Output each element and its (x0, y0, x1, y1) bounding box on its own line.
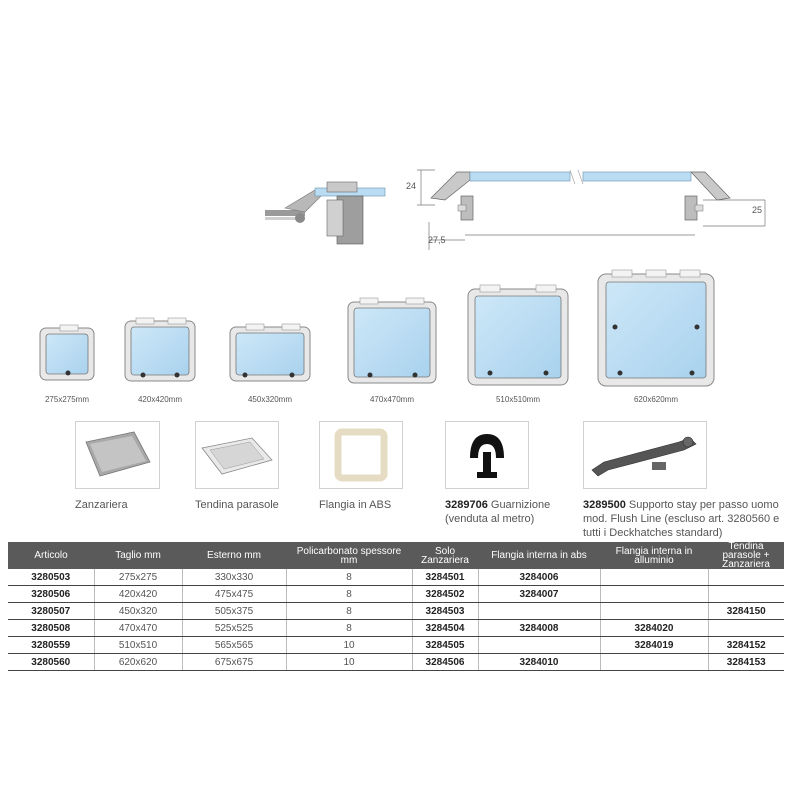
cell-spessore: 8 (286, 586, 412, 603)
tendina-image (195, 421, 279, 489)
cell-articolo: 3280508 (8, 620, 94, 637)
flangia-label: Flangia in ABS (319, 499, 392, 511)
cell-flangia-abs: 3284007 (478, 586, 600, 603)
cell-flangia-abs: 3284010 (478, 654, 600, 671)
guarnizione-code: 3289706 (445, 499, 488, 511)
hatch-label-510: 510x510mm (495, 395, 541, 404)
cell-flangia-alluminio (600, 569, 708, 586)
table-row (8, 603, 784, 620)
cell-spessore: 10 (286, 654, 412, 671)
hatch-420 (125, 318, 195, 381)
cell-taglio: 510x510 (94, 637, 182, 654)
cell-tendina (708, 569, 784, 586)
zanzariera-label: Zanzariera (75, 499, 128, 511)
col-tendina-zanzariera: Tendina parasole + Zanzariera (708, 542, 784, 569)
cell-flangia-alluminio (600, 586, 708, 603)
cell-flangia-alluminio (600, 603, 708, 620)
guarnizione-image (445, 421, 529, 489)
hatch-275 (40, 325, 94, 380)
frame-profile-right (685, 172, 730, 220)
cell-flangia-abs (478, 603, 600, 620)
guarnizione-note: (venduta al metro) (445, 513, 535, 525)
table-header-row (8, 542, 784, 569)
dim-height-label: 24 (406, 181, 417, 191)
hatch-470 (348, 298, 436, 383)
supporto-label (583, 499, 793, 511)
hatch-label-620: 620x620mm (633, 395, 679, 404)
hatch-label-450x320: 450x320mm (247, 395, 293, 404)
cell-tendina: 3284150 (708, 603, 784, 620)
hatch-510 (468, 285, 568, 385)
cell-esterno: 675x675 (182, 654, 286, 671)
cell-taglio: 275x275 (94, 569, 182, 586)
table-row (8, 569, 784, 586)
cell-articolo: 3280560 (8, 654, 94, 671)
cell-zanzariera: 3284501 (412, 569, 478, 586)
cell-tendina: 3284153 (708, 654, 784, 671)
table-row (8, 586, 784, 603)
cell-esterno: 565x565 (182, 637, 286, 654)
profile-section-drawing (265, 160, 785, 255)
cell-spessore: 8 (286, 569, 412, 586)
hatch-label-275: 275x275mm (44, 395, 90, 404)
guarnizione-text: Guarnizione (487, 499, 551, 511)
cell-esterno: 505x375 (182, 603, 286, 620)
cell-flangia-alluminio: 3284019 (600, 637, 708, 654)
supporto-image (583, 421, 707, 489)
cell-spessore: 10 (286, 637, 412, 654)
hatch-620 (598, 270, 714, 386)
table-row (8, 637, 784, 654)
cell-articolo: 3280559 (8, 637, 94, 654)
supporto-code: 3289500 (583, 499, 626, 511)
dim-frame-label: 25 (752, 205, 763, 215)
cell-zanzariera: 3284502 (412, 586, 478, 603)
cell-articolo: 3280507 (8, 603, 94, 620)
cell-flangia-abs: 3284008 (478, 620, 600, 637)
col-solo-zanzariera: Solo Zanzariera (412, 542, 478, 569)
col-articolo: Articolo (8, 542, 94, 569)
cell-zanzariera: 3284506 (412, 654, 478, 671)
cell-tendina: 3284152 (708, 637, 784, 654)
cell-flangia-abs: 3284006 (478, 569, 600, 586)
cell-tendina (708, 620, 784, 637)
cell-zanzariera: 3284504 (412, 620, 478, 637)
cell-spessore: 8 (286, 620, 412, 637)
guarnizione-label (445, 499, 550, 511)
col-flangia-alluminio: Flangia interna in alluminio (600, 542, 708, 569)
hatch-label-420: 420x420mm (137, 395, 183, 404)
supporto-line2: mod. Flush Line (escluso art. 3280560 e (583, 513, 780, 525)
cell-flangia-alluminio (600, 654, 708, 671)
flangia-image (319, 421, 403, 489)
cell-esterno: 330x330 (182, 569, 286, 586)
cell-flangia-abs (478, 637, 600, 654)
spec-table (8, 542, 784, 671)
cell-zanzariera: 3284505 (412, 637, 478, 654)
supporto-line3: tutti i Deckhatches standard) (583, 527, 723, 539)
cell-zanzariera: 3284503 (412, 603, 478, 620)
cell-articolo: 3280503 (8, 569, 94, 586)
table-row (8, 620, 784, 637)
hinge-detail (265, 182, 385, 244)
cell-spessore: 8 (286, 603, 412, 620)
col-policarbonato: Policarbonato spessore mm (286, 542, 412, 569)
table-row (8, 654, 784, 671)
hatches-row (0, 265, 800, 390)
hatch-label-470: 470x470mm (369, 395, 415, 404)
col-flangia-abs: Flangia interna in abs (478, 542, 600, 569)
cell-taglio: 470x470 (94, 620, 182, 637)
tendina-label: Tendina parasole (195, 499, 279, 511)
dim-width-label: 27,5 (428, 235, 446, 245)
cell-esterno: 475x475 (182, 586, 286, 603)
supporto-line1: Supporto stay per passo uomo (625, 499, 779, 511)
cell-taglio: 620x620 (94, 654, 182, 671)
col-taglio: Taglio mm (94, 542, 182, 569)
hatch-450x320 (230, 324, 310, 381)
cell-taglio: 450x320 (94, 603, 182, 620)
cell-tendina (708, 586, 784, 603)
col-esterno: Esterno mm (182, 542, 286, 569)
cell-taglio: 420x420 (94, 586, 182, 603)
frame-profile-left (431, 172, 473, 220)
cell-flangia-alluminio: 3284020 (600, 620, 708, 637)
zanzariera-image (75, 421, 160, 489)
cell-articolo: 3280506 (8, 586, 94, 603)
cell-esterno: 525x525 (182, 620, 286, 637)
